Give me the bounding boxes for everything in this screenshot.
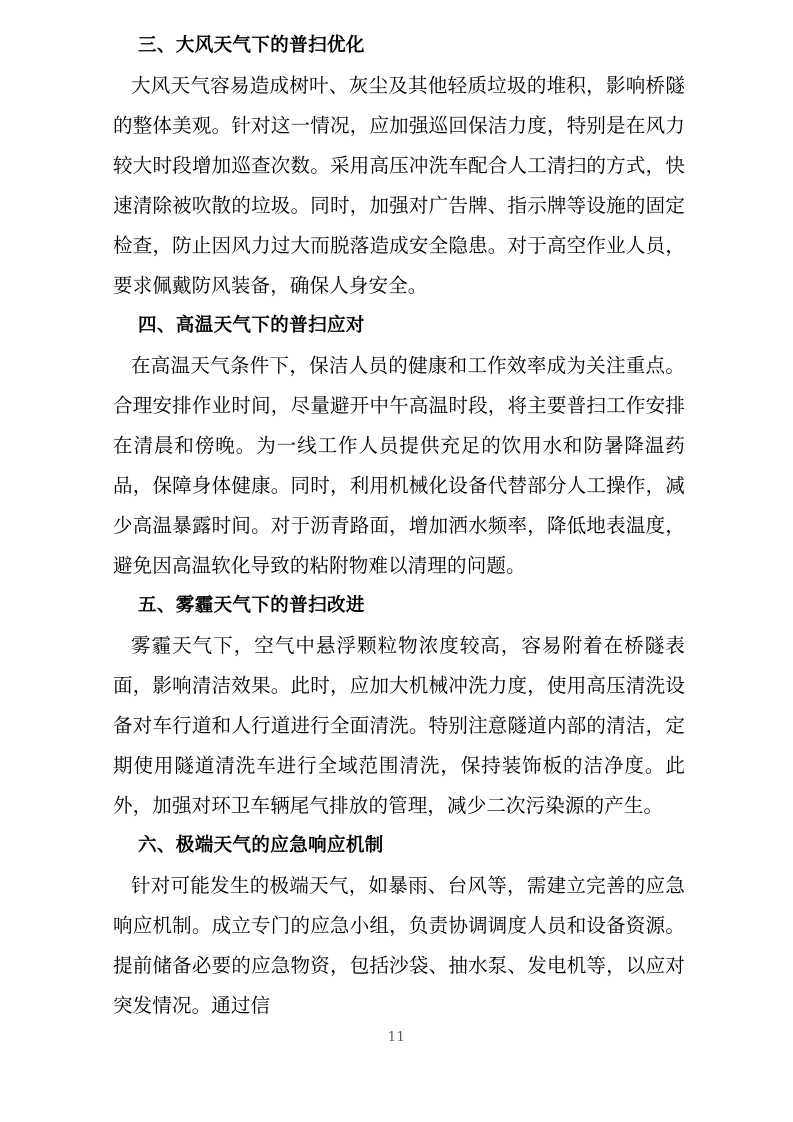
section-paragraph-4: 在高温天气条件下，保洁人员的健康和工作效率成为关注重点。合理安排作业时间，尽量避开中午高温时段，将主要普扫工作安排在清晨和傍晚。为一线工作人员提供充足的饮用水和防暑降温药品，保障身体健康。同时，利用机械化设备代替部分人工操作，减少高温暴露时间。对于沥青路面，增加洒水频率，降低地表温度，避免因高温软化导致的粘附物难以清理的问题。 — [113, 354, 685, 577]
section-heading-5: 五、雾霾天气下的普扫改进 — [138, 595, 365, 616]
section-paragraph-6: 针对可能发生的极端天气，如暴雨、台风等，需建立完善的应急响应机制。成立专门的应急小组，负责协调调度人员和设备资源。提前储备必要的应急物资，包括沙袋、抽水泵、发电机等，以应对突发情况。通过信 — [113, 874, 685, 1017]
section-heading-6: 六、极端天气的应急响应机制 — [138, 835, 384, 856]
section-paragraph-3: 大风天气容易造成树叶、灰尘及其他轻质垃圾的堆积，影响桥隧的整体美观。针对这一情况，应加强巡回保洁力度，特别是在风力较大时段增加巡查次数。采用高压冲洗车配合人工清扫的方式，快速清除被吹散的垃圾。同时，加强对广告牌、指示牌等设施的固定检查，防止因风力过大而脱落造成安全隐患。对于高空作业人员，要求佩戴防风装备，确保人身安全。 — [113, 74, 685, 297]
page-number: 11 — [387, 1030, 406, 1045]
section-heading-4: 四、高温天气下的普扫应对 — [138, 315, 365, 336]
section-paragraph-5: 雾霾天气下，空气中悬浮颗粒物浓度较高，容易附着在桥隧表面，影响清洁效果。此时，应加大机械冲洗力度，使用高压清洗设备对车行道和人行道进行全面清洗。特别注意隧道内部的清洁，定期使用隧道清洗车进行全域范围清洗，保持装饰板的洁净度。此外，加强对环卫车辆尾气排放的管理，减少二次污染源的产生。 — [113, 634, 685, 817]
page-body — [113, 26, 685, 1026]
section-heading-3: 三、大风天气下的普扫优化 — [138, 35, 365, 56]
